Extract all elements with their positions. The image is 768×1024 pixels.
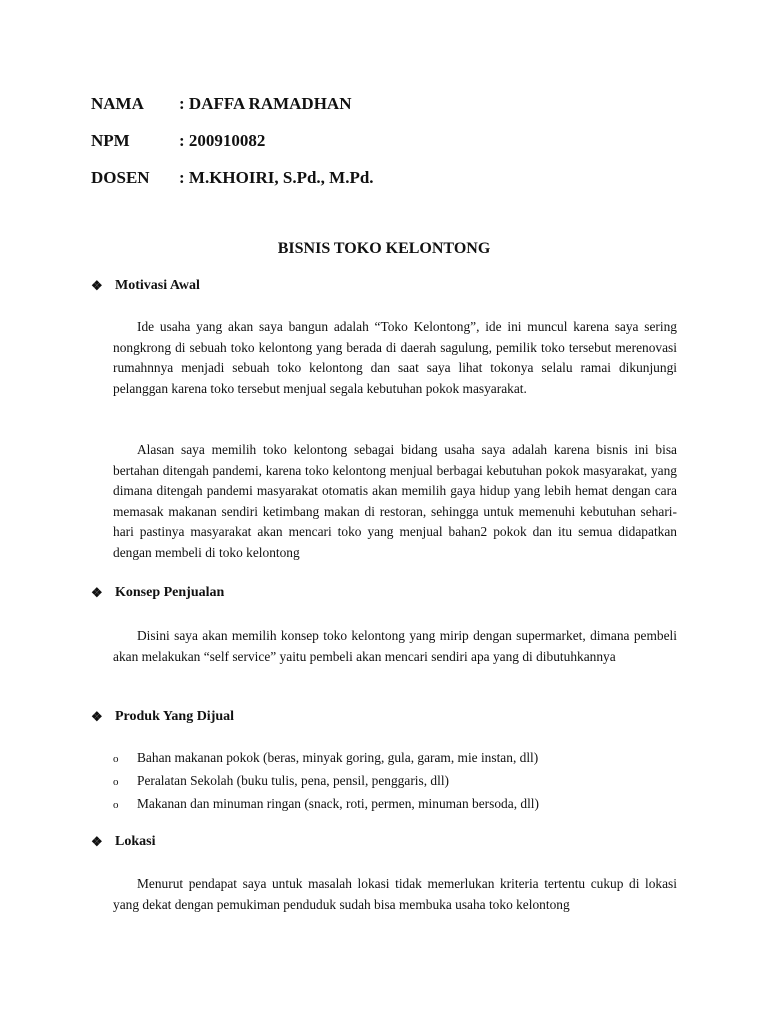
diamond-bullet-icon: ❖ <box>91 834 103 849</box>
section-heading-label: Konsep Penjualan <box>115 585 225 600</box>
circle-bullet-icon: o <box>113 776 119 788</box>
section-heading-lokasi <box>91 834 155 850</box>
identity-row-npm <box>91 129 691 166</box>
identity-block <box>91 92 691 203</box>
identity-label: NPM <box>91 131 130 150</box>
circle-bullet-icon: o <box>113 753 119 765</box>
paragraph-konsep: Disini saya akan memilih konsep toko kelontong yang mirip dengan supermarket, dimana pembeli akan melakukan “self service” yaitu pembeli akan mencari sendiri apa yang di dibutuhkannya <box>113 628 677 664</box>
section-heading-label: Motivasi Awal <box>115 278 200 293</box>
identity-value: : DAFFA RAMADHAN <box>179 94 352 113</box>
list-item-text: Makanan dan minuman ringan (snack, roti, permen, minuman bersoda, dll) <box>137 796 539 811</box>
identity-value: : M.KHOIRI, S.Pd., M.Pd. <box>179 168 374 187</box>
list-item-text: Peralatan Sekolah (buku tulis, pena, pensil, penggaris, dll) <box>137 773 450 788</box>
identity-label: NAMA <box>91 94 144 113</box>
identity-value: : 200910082 <box>179 131 266 150</box>
list-item <box>113 770 677 793</box>
circle-bullet-icon: o <box>113 799 119 811</box>
diamond-bullet-icon: ❖ <box>91 585 103 600</box>
list-item <box>113 793 677 816</box>
section-heading-motivasi <box>91 278 200 294</box>
section-heading-label: Produk Yang Dijual <box>115 709 235 724</box>
list-item <box>113 747 677 770</box>
identity-row-name <box>91 92 691 129</box>
section-heading-konsep <box>91 585 224 601</box>
diamond-bullet-icon: ❖ <box>91 278 103 293</box>
section-heading-label: Lokasi <box>115 834 156 849</box>
product-list <box>113 747 677 816</box>
identity-label: DOSEN <box>91 168 150 187</box>
section-heading-produk <box>91 709 234 725</box>
document-title: BISNIS TOKO KELONTONG <box>277 240 491 257</box>
list-item-text: Bahan makanan pokok (beras, minyak goring, gula, garam, mie instan, dll) <box>137 750 539 765</box>
paragraph-motivasi-1: Ide usaha yang akan saya bangun adalah “Toko Kelontong”, ide ini muncul karena saya sering nongkrong di sebuah toko kelontong yang berada di daerah sagulung, pemilik toko tersebut merenovasi rumahnnya menjadi sebuah toko kelontong dan saat saya lihat tokonya selalu ramai dikunjungi pelanggan karena toko tersebut menjual segala kebutuhan pokok masyarakat. <box>113 319 677 396</box>
paragraph-motivasi-2: Alasan saya memilih toko kelontong sebagai bidang usaha saya adalah karena bisnis ini bisa bertahan ditengah pandemi, karena toko kelontong menjual berbagai kebutuhan pokok masyarakat, yang dimana ditengah pandemi masyarakat otomatis akan memilih gaya hidup yang lebih hemat dengan cara memasak makanan sendiri ketimbang makan di restoran, sehingga untuk memenuhi kebutuhan sehari-hari pastinya masyarakat akan mencari toko yang menjual bahan2 pokok dan itu semua didapatkan dengan membeli di toko kelontong <box>113 442 677 560</box>
paragraph-lokasi: Menurut pendapat saya untuk masalah lokasi tidak memerlukan kriteria tertentu cukup di lokasi yang dekat dengan pemukiman penduduk sudah bisa membuka usaha toko kelontong <box>113 876 677 912</box>
identity-row-dosen <box>91 166 691 203</box>
diamond-bullet-icon: ❖ <box>91 709 103 724</box>
